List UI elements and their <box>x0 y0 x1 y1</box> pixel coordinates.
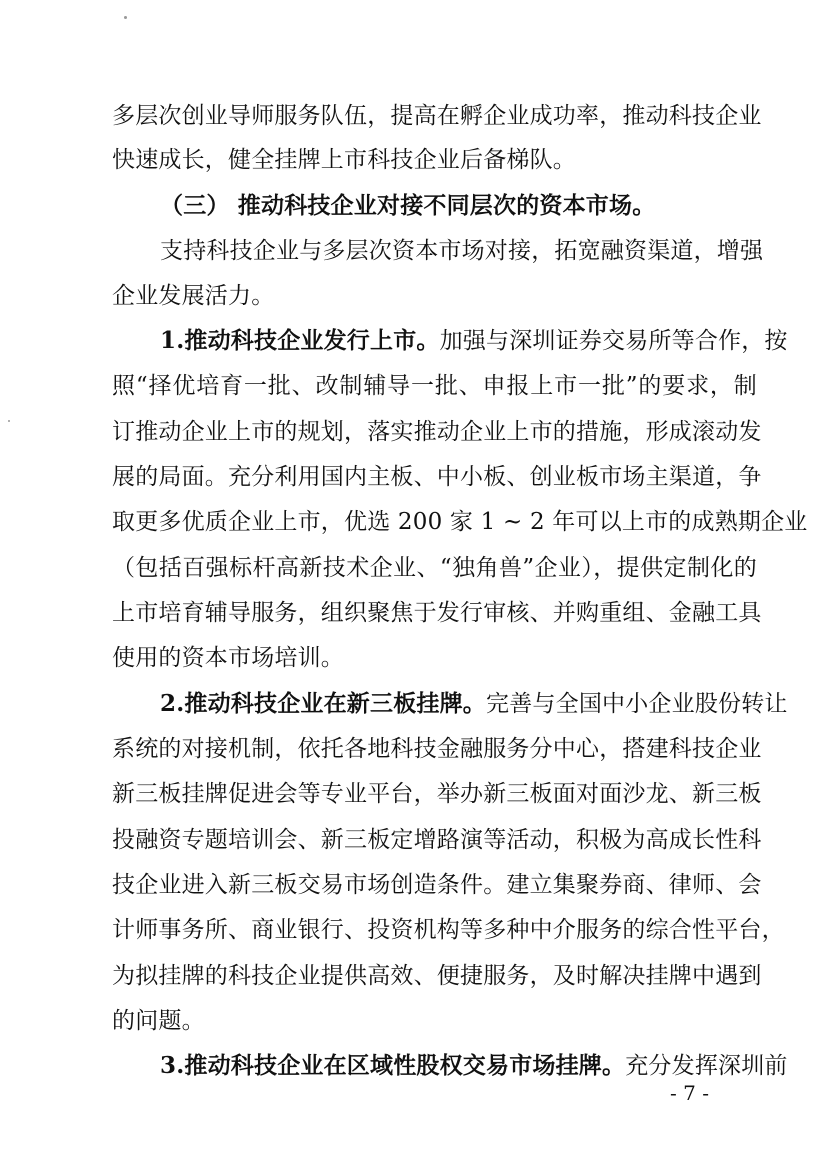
item-2-title: 2.推动科技企业在新三板挂牌。 <box>160 690 487 717</box>
paragraph-line: 照“择优培育一批、改制辅导一批、申报上市一批”的要求，制 <box>112 373 757 399</box>
item-3-first-line <box>160 1051 788 1081</box>
paragraph-line: 计师事务所、商业银行、投资机构等多种中介服务的综合性平台， <box>112 917 785 943</box>
item-3-title: 3.推动科技企业在区域性股权交易市场挂牌。 <box>160 1052 626 1079</box>
paragraph-line: 上市培育辅导服务，组织聚焦于发行审核、并购重组、金融工具 <box>112 600 762 626</box>
section-heading: （三） 推动科技企业对接不同层次的资本市场。 <box>160 192 656 219</box>
paragraph-line: 为拟挂牌的科技企业提供高效、便捷服务，及时解决挂牌中遇到 <box>112 963 762 989</box>
paragraph-line: 多层次创业导师服务队伍，提高在孵企业成功率，推动科技企业 <box>112 103 762 129</box>
paragraph-line: 支持科技企业与多层次资本市场对接，拓宽融资渠道，增强 <box>160 238 764 264</box>
page-number: - 7 - <box>670 1081 709 1105</box>
item-1-title: 1.推动科技企业发行上市。 <box>160 327 440 354</box>
item-2-first-line <box>160 689 788 719</box>
paragraph-line: 系统的对接机制，依托各地科技金融服务分中心，搭建科技企业 <box>112 736 762 762</box>
paragraph-line: （包括百强标杆高新技术企业、“独角兽”企业），提供定制化的 <box>112 555 757 581</box>
item-3-text: 充分发挥深圳前 <box>625 1053 788 1079</box>
paragraph-line: 订推动企业上市的规划，落实推动企业上市的措施，形成滚动发 <box>112 419 762 445</box>
scan-speck <box>124 16 127 19</box>
paragraph-line: 取更多优质企业上市，优选 200 家 1 ~ 2 年可以上市的成熟期企业 <box>112 509 808 535</box>
scan-speck <box>8 420 10 422</box>
item-1-first-line <box>160 326 788 356</box>
paragraph-line: 新三板挂牌促进会等专业平台，举办新三板面对面沙龙、新三板 <box>112 781 762 807</box>
item-1-text: 加强与深圳证券交易所等合作，按 <box>439 328 788 354</box>
paragraph-line: 展的局面。充分利用国内主板、中小板、创业板市场主渠道，争 <box>112 464 762 490</box>
paragraph-line: 企业发展活力。 <box>112 283 275 309</box>
item-2-text: 完善与全国中小企业股份转让 <box>486 691 788 717</box>
paragraph-line: 快速成长，健全挂牌上市科技企业后备梯队。 <box>112 147 576 173</box>
paragraph-line: 的问题。 <box>112 1008 205 1034</box>
paragraph-line: 使用的资本市场培训。 <box>112 645 344 671</box>
paragraph-line: 投融资专题培训会、新三板定增路演等活动，积极为高成长性科 <box>112 827 762 853</box>
paragraph-line: 技企业进入新三板交易市场创造条件。建立集聚券商、律师、会 <box>112 872 762 898</box>
